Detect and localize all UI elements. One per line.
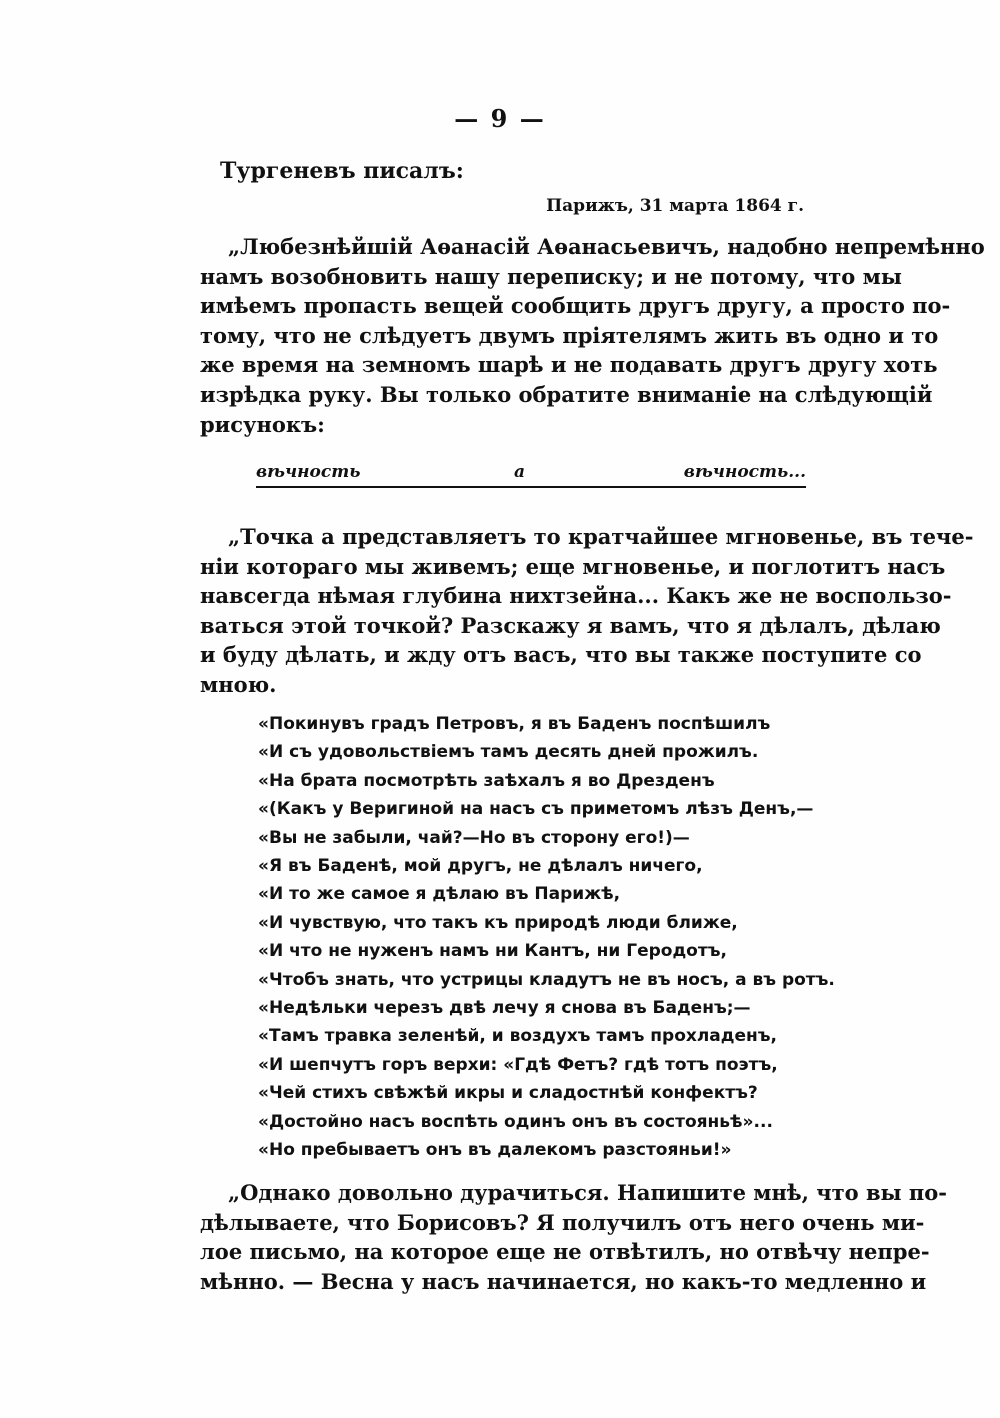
text-line: лое письмо, на которое еще не отвѣтилъ, но отвѣчу непре-: [200, 1239, 930, 1265]
text-line: мною.: [200, 671, 277, 697]
text-line: имѣемъ пропасть вещей сообщить другъ другу, а просто по-: [200, 293, 951, 319]
poem-line: «Чтобъ знать, что устрицы кладутъ не въ носъ, а въ ротъ.: [258, 969, 835, 990]
letter-dateline: Парижъ, 31 марта 1864 г.: [546, 196, 804, 216]
text-line: рисунокъ:: [200, 411, 325, 437]
text-line: ніи котораго мы живемъ; еще мгновенье, и поглотитъ насъ: [200, 553, 946, 579]
poem-line: «И чувствую, что такъ къ природѣ люди ближе,: [258, 912, 738, 933]
text-line: и буду дѣлать, и жду отъ васъ, что вы также поступите со: [200, 642, 922, 668]
text-line: мѣнно. — Весна у насъ начинается, но какъ-то медленно и: [200, 1268, 927, 1294]
poem-line: «Достойно насъ воспѣть одинъ онъ въ состояньѣ»...: [258, 1111, 773, 1132]
figure-line: [256, 486, 806, 488]
poem-line: «Я въ Баденѣ, мой другъ, не дѣлалъ ничего,: [258, 856, 703, 877]
poem-line: «Покинувъ градъ Петровъ, я въ Баденъ поспѣшилъ: [258, 714, 771, 734]
poem-line: «И то же самое я дѣлаю въ Парижѣ,: [258, 884, 621, 905]
poem-line: «Тамъ травка зеленѣй, и воздухъ тамъ прохладенъ,: [258, 1026, 777, 1047]
letter-paragraph-4: [200, 1178, 948, 1296]
text-line: „Точка а представляетъ то кратчайшее мгновенье, въ тече-: [228, 524, 974, 549]
text-line: дѣлываете, что Борисовъ? Я получилъ отъ него очень ми-: [200, 1209, 925, 1235]
text-line: изрѣдка руку. Вы только обратите вниманіе на слѣдующій: [200, 381, 933, 407]
poem-line: «Но пребываетъ онъ въ далекомъ разстояньи!»: [258, 1140, 732, 1161]
figure-left-label: вѣчность: [256, 462, 361, 482]
text-line: тому, что не слѣдуетъ двумъ пріятелямъ жить въ одно и то: [200, 322, 939, 348]
poem-line: «Вы не забыли, чай?—Но въ сторону его!)—: [258, 827, 690, 848]
text-line: же время на земномъ шарѣ и не подавать другъ другу хоть: [200, 352, 938, 378]
poem-line: «Недѣльки черезъ двѣ лечу я снова въ Баденъ;—: [258, 998, 751, 1019]
figure-right-label: вѣчность...: [683, 462, 806, 482]
intro-line: Тургеневъ писалъ:: [220, 158, 464, 184]
text-line: намъ возобновить нашу переписку; и не потому, что мы: [200, 263, 902, 289]
poem-line: «И съ удовольствіемъ тамъ десять дней прожилъ.: [258, 742, 759, 763]
figure-point-label: а: [514, 462, 526, 482]
poem: [258, 710, 858, 1165]
text-line: „Однако довольно дурачиться. Напишите мнѣ, что вы по-: [228, 1180, 948, 1205]
letter-paragraph-1: [200, 232, 985, 439]
poem-line: «И что не нуженъ намъ ни Кантъ, ни Геродотъ,: [258, 941, 727, 962]
poem-line: «И шепчутъ горъ верхи: «Гдѣ Фетъ? гдѣ тотъ поэтъ,: [258, 1054, 778, 1075]
text-line: навсегда нѣмая глубина нихтзейна... Какъ же не воспользо-: [200, 583, 952, 609]
text-line: ваться этой точкой? Разскажу я вамъ, что я дѣлалъ, дѣлаю: [200, 612, 941, 638]
letter-paragraph-2: [200, 522, 974, 700]
eternity-figure: [256, 462, 806, 492]
page-number: — 9 —: [454, 104, 546, 133]
text-line: „Любезнѣйшій Аѳанасій Аѳанасьевичъ, надобно непремѣнно: [228, 234, 985, 259]
poem-line: «(Какъ у Веригиной на насъ съ приметомъ лѣзъ Денъ,—: [258, 799, 814, 820]
poem-line: «На брата посмотрѣть заѣхалъ я во Дрезденъ: [258, 770, 715, 791]
poem-line: «Чей стихъ свѣжѣй икры и сладостнѣй конфектъ?: [258, 1083, 758, 1104]
